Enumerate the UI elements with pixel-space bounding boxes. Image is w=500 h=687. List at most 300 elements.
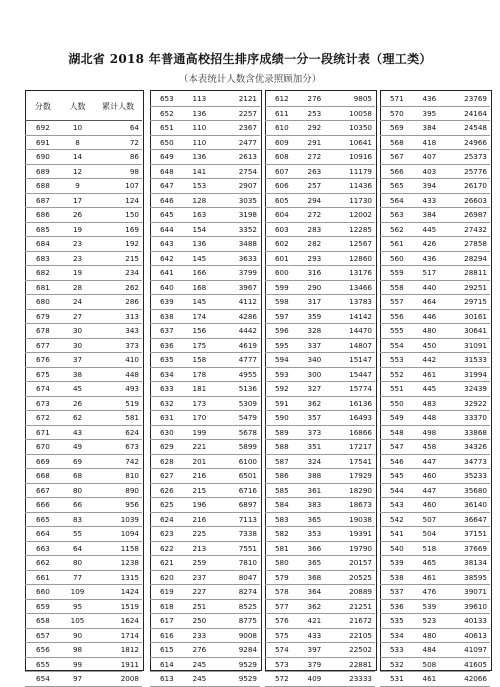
cumulative-cell: 262 [94, 280, 142, 295]
score-cell: 607 [265, 164, 299, 179]
cumulative-cell: 286 [94, 295, 142, 310]
count-cell: 504 [414, 527, 445, 542]
cumulative-cell: 9008 [215, 628, 260, 643]
score-cell: 561 [380, 237, 414, 252]
cumulative-cell: 15147 [330, 353, 375, 368]
cumulative-cell: 810 [94, 469, 142, 484]
count-cell: 201 [184, 454, 215, 469]
cumulative-cell: 3633 [215, 251, 260, 266]
table-row [380, 527, 490, 542]
count-cell: 28 [61, 280, 94, 295]
count-cell: 110 [184, 121, 215, 136]
count-cell: 446 [414, 309, 445, 324]
score-cell: 644 [150, 222, 184, 237]
cumulative-cell: 1039 [94, 512, 142, 527]
table-row [25, 237, 142, 252]
score-table-block-1 [25, 92, 142, 687]
score-cell: 554 [380, 338, 414, 353]
score-cell: 588 [265, 440, 299, 455]
score-cell: 562 [380, 222, 414, 237]
table-row [380, 628, 490, 643]
table-row [150, 512, 260, 527]
score-cell: 610 [265, 121, 299, 136]
table-row [25, 179, 142, 194]
cumulative-cell: 5479 [215, 411, 260, 426]
table-row [265, 92, 375, 106]
score-cell: 641 [150, 266, 184, 281]
score-table-block-2 [150, 92, 260, 687]
cumulative-cell: 14470 [330, 324, 375, 339]
score-cell: 682 [25, 266, 61, 281]
table-row [265, 237, 375, 252]
score-cell: 652 [150, 106, 184, 121]
table-row [150, 396, 260, 411]
table-row [25, 657, 142, 672]
count-cell: 436 [414, 92, 445, 106]
score-cell: 546 [380, 454, 414, 469]
count-cell: 166 [184, 266, 215, 281]
count-cell: 365 [299, 556, 330, 571]
cumulative-cell: 27858 [445, 237, 490, 252]
count-cell: 340 [299, 353, 330, 368]
table-row [25, 570, 142, 585]
score-cell: 611 [265, 106, 299, 121]
score-cell: 599 [265, 280, 299, 295]
cumulative-cell: 33370 [445, 411, 490, 426]
cumulative-cell: 13176 [330, 266, 375, 281]
table-row [150, 179, 260, 194]
cumulative-cell: 38595 [445, 570, 490, 585]
count-cell: 272 [299, 150, 330, 165]
count-cell: 37 [61, 353, 94, 368]
cumulative-cell: 15774 [330, 382, 375, 397]
table-row [150, 570, 260, 585]
score-cell: 651 [150, 121, 184, 136]
cumulative-cell: 1812 [94, 643, 142, 658]
score-cell: 602 [265, 237, 299, 252]
table-row [150, 266, 260, 281]
table-row [150, 628, 260, 643]
cumulative-cell: 35233 [445, 469, 490, 484]
cumulative-cell: 3352 [215, 222, 260, 237]
score-cell: 635 [150, 353, 184, 368]
count-cell: 257 [299, 179, 330, 194]
score-cell: 573 [265, 657, 299, 672]
score-cell: 569 [380, 121, 414, 136]
cumulative-cell: 4286 [215, 309, 260, 324]
cumulative-cell: 39071 [445, 585, 490, 600]
count-cell: 23 [61, 237, 94, 252]
score-cell: 594 [265, 353, 299, 368]
score-cell: 556 [380, 309, 414, 324]
count-cell: 421 [299, 614, 330, 629]
count-cell: 213 [184, 541, 215, 556]
cumulative-cell: 9529 [215, 657, 260, 672]
table-row [380, 150, 490, 165]
cumulative-cell: 98 [94, 164, 142, 179]
count-cell: 153 [184, 179, 215, 194]
count-cell: 250 [184, 614, 215, 629]
count-cell: 17 [61, 193, 94, 208]
count-cell: 110 [184, 135, 215, 150]
cumulative-cell: 4777 [215, 353, 260, 368]
cumulative-cell: 6897 [215, 498, 260, 513]
count-cell: 283 [299, 222, 330, 237]
table-row [25, 498, 142, 513]
cumulative-cell: 14807 [330, 338, 375, 353]
count-cell: 168 [184, 280, 215, 295]
cumulative-cell: 9805 [330, 92, 375, 106]
table-row [25, 672, 142, 687]
count-cell: 27 [61, 309, 94, 324]
count-cell: 476 [414, 585, 445, 600]
score-cell: 592 [265, 382, 299, 397]
count-cell: 80 [61, 556, 94, 571]
cumulative-cell: 8274 [215, 585, 260, 600]
table-row [380, 599, 490, 614]
score-cell: 560 [380, 251, 414, 266]
cumulative-cell: 1238 [94, 556, 142, 571]
cumulative-cell: 24164 [445, 106, 490, 121]
table-row [265, 643, 375, 658]
count-cell: 362 [299, 396, 330, 411]
cumulative-cell: 24548 [445, 121, 490, 136]
table-row [380, 295, 490, 310]
count-cell: 221 [184, 440, 215, 455]
cumulative-cell: 742 [94, 454, 142, 469]
score-cell: 654 [25, 672, 61, 687]
table-row [150, 469, 260, 484]
table-row [25, 338, 142, 353]
score-cell: 650 [150, 135, 184, 150]
count-cell: 98 [61, 643, 94, 658]
table-row [380, 324, 490, 339]
count-cell: 170 [184, 411, 215, 426]
count-cell: 426 [414, 237, 445, 252]
table-row [265, 222, 375, 237]
score-cell: 565 [380, 179, 414, 194]
count-cell: 409 [299, 672, 330, 687]
cumulative-cell: 10058 [330, 106, 375, 121]
cumulative-cell: 29715 [445, 295, 490, 310]
cumulative-cell: 6501 [215, 469, 260, 484]
table-row [380, 643, 490, 658]
table-row [265, 570, 375, 585]
score-cell: 557 [380, 295, 414, 310]
score-cell: 630 [150, 425, 184, 440]
cumulative-cell: 2121 [215, 92, 260, 106]
count-cell: 433 [414, 193, 445, 208]
score-cell: 593 [265, 367, 299, 382]
cumulative-cell: 23769 [445, 92, 490, 106]
count-cell: 368 [299, 570, 330, 585]
count-cell: 407 [414, 150, 445, 165]
score-cell: 545 [380, 469, 414, 484]
cumulative-cell: 2907 [215, 179, 260, 194]
cumulative-cell: 313 [94, 309, 142, 324]
score-cell: 598 [265, 295, 299, 310]
score-cell: 660 [25, 585, 61, 600]
count-cell: 38 [61, 367, 94, 382]
count-cell: 461 [414, 367, 445, 382]
cumulative-cell: 2754 [215, 164, 260, 179]
cumulative-cell: 8525 [215, 599, 260, 614]
cumulative-cell: 11179 [330, 164, 375, 179]
count-cell: 43 [61, 425, 94, 440]
cumulative-cell: 8047 [215, 570, 260, 585]
cumulative-cell: 7338 [215, 527, 260, 542]
table-row [265, 338, 375, 353]
count-cell: 450 [414, 338, 445, 353]
count-cell: 83 [61, 512, 94, 527]
count-cell: 253 [299, 106, 330, 121]
table-row [380, 280, 490, 295]
cumulative-cell: 373 [94, 338, 142, 353]
table-row [25, 266, 142, 281]
table-row [265, 498, 375, 513]
cumulative-cell: 26170 [445, 179, 490, 194]
page-subtitle: （本表统计人数含优录照顾加分） [178, 74, 322, 85]
count-cell: 233 [184, 628, 215, 643]
score-cell: 571 [380, 92, 414, 106]
count-cell: 384 [414, 208, 445, 223]
table-row [25, 411, 142, 426]
score-cell: 614 [150, 657, 184, 672]
cumulative-cell: 20525 [330, 570, 375, 585]
count-cell: 403 [414, 164, 445, 179]
table-row [380, 309, 490, 324]
cumulative-cell: 25373 [445, 150, 490, 165]
count-cell: 418 [414, 135, 445, 150]
count-cell: 359 [299, 309, 330, 324]
table-row [150, 295, 260, 310]
table-row [380, 454, 490, 469]
cumulative-cell: 16866 [330, 425, 375, 440]
table-row [380, 338, 490, 353]
count-cell: 480 [414, 628, 445, 643]
table-row [265, 367, 375, 382]
cumulative-cell: 7810 [215, 556, 260, 571]
table-row [25, 251, 142, 266]
score-cell: 589 [265, 425, 299, 440]
cumulative-cell: 86 [94, 150, 142, 165]
score-cell: 590 [265, 411, 299, 426]
count-cell: 461 [414, 570, 445, 585]
table-row [380, 106, 490, 121]
cumulative-cell: 10350 [330, 121, 375, 136]
count-cell: 518 [414, 541, 445, 556]
count-cell: 362 [299, 599, 330, 614]
score-cell: 547 [380, 440, 414, 455]
table-row [265, 585, 375, 600]
score-cell: 544 [380, 483, 414, 498]
count-cell: 145 [184, 251, 215, 266]
count-cell: 19 [61, 266, 94, 281]
table-row [380, 469, 490, 484]
cumulative-cell: 16493 [330, 411, 375, 426]
score-cell: 626 [150, 483, 184, 498]
count-cell: 245 [184, 657, 215, 672]
score-cell: 653 [150, 92, 184, 106]
count-cell: 199 [184, 425, 215, 440]
count-cell: 136 [184, 237, 215, 252]
cumulative-cell: 5678 [215, 425, 260, 440]
table-row [380, 353, 490, 368]
count-cell: 292 [299, 121, 330, 136]
table-row [265, 164, 375, 179]
count-cell: 316 [299, 266, 330, 281]
count-cell: 373 [299, 425, 330, 440]
count-cell: 351 [299, 440, 330, 455]
count-cell: 276 [184, 643, 215, 658]
count-cell: 498 [414, 425, 445, 440]
count-cell: 276 [299, 92, 330, 106]
score-cell: 608 [265, 150, 299, 165]
count-cell: 447 [414, 483, 445, 498]
count-cell: 395 [414, 106, 445, 121]
cumulative-cell: 38134 [445, 556, 490, 571]
count-cell: 26 [61, 208, 94, 223]
table-row [150, 440, 260, 455]
count-cell: 136 [184, 106, 215, 121]
score-cell: 678 [25, 324, 61, 339]
score-cell: 667 [25, 483, 61, 498]
score-cell: 621 [150, 556, 184, 571]
table-row [380, 92, 490, 106]
score-cell: 637 [150, 324, 184, 339]
table-row [150, 614, 260, 629]
table-row [150, 657, 260, 672]
cumulative-cell: 2613 [215, 150, 260, 165]
table-row [380, 411, 490, 426]
cumulative-cell: 1158 [94, 541, 142, 556]
score-cell: 558 [380, 280, 414, 295]
table-row [265, 150, 375, 165]
score-cell: 661 [25, 570, 61, 585]
score-cell: 564 [380, 193, 414, 208]
cumulative-cell: 34773 [445, 454, 490, 469]
table-row [25, 309, 142, 324]
count-cell: 97 [61, 672, 94, 687]
table-row [150, 164, 260, 179]
table-row [265, 106, 375, 121]
score-cell: 658 [25, 614, 61, 629]
score-cell: 646 [150, 193, 184, 208]
table-row [150, 222, 260, 237]
cumulative-cell: 890 [94, 483, 142, 498]
cumulative-cell: 1424 [94, 585, 142, 600]
score-cell: 563 [380, 208, 414, 223]
score-cell: 551 [380, 382, 414, 397]
count-cell: 154 [184, 222, 215, 237]
cumulative-cell: 37151 [445, 527, 490, 542]
score-cell: 559 [380, 266, 414, 281]
count-cell: 45 [61, 382, 94, 397]
count-cell: 484 [414, 643, 445, 658]
score-cell: 689 [25, 164, 61, 179]
score-cell: 538 [380, 570, 414, 585]
table-row [25, 585, 142, 600]
score-cell: 555 [380, 324, 414, 339]
table-row [150, 338, 260, 353]
table-row [150, 425, 260, 440]
count-cell: 12 [61, 164, 94, 179]
cumulative-cell: 3198 [215, 208, 260, 223]
cumulative-cell: 17217 [330, 440, 375, 455]
cumulative-cell: 673 [94, 440, 142, 455]
table-row [380, 570, 490, 585]
count-cell: 357 [299, 411, 330, 426]
cumulative-cell: 42066 [445, 672, 490, 687]
table-row [265, 135, 375, 150]
cumulative-cell: 150 [94, 208, 142, 223]
score-cell: 576 [265, 614, 299, 629]
table-row [265, 657, 375, 672]
count-cell: 10 [61, 121, 94, 136]
count-cell: 517 [414, 266, 445, 281]
count-cell: 181 [184, 382, 215, 397]
table-row [380, 382, 490, 397]
count-cell: 384 [414, 121, 445, 136]
table-row [150, 353, 260, 368]
score-cell: 665 [25, 512, 61, 527]
count-cell: 55 [61, 527, 94, 542]
cumulative-cell: 72 [94, 135, 142, 150]
cumulative-cell: 23333 [330, 672, 375, 687]
count-cell: 216 [184, 469, 215, 484]
cumulative-cell: 10641 [330, 135, 375, 150]
cumulative-cell: 12567 [330, 237, 375, 252]
table-row [150, 135, 260, 150]
score-cell: 536 [380, 599, 414, 614]
score-cell: 655 [25, 657, 61, 672]
score-cell: 603 [265, 222, 299, 237]
table-row [25, 208, 142, 223]
table-row [25, 382, 142, 397]
table-row [380, 425, 490, 440]
count-cell: 483 [414, 396, 445, 411]
cumulative-cell: 11436 [330, 179, 375, 194]
cumulative-cell: 39610 [445, 599, 490, 614]
cumulative-cell: 13466 [330, 280, 375, 295]
score-cell: 548 [380, 425, 414, 440]
score-cell: 587 [265, 454, 299, 469]
score-cell: 680 [25, 295, 61, 310]
score-cell: 581 [265, 541, 299, 556]
table-row [380, 164, 490, 179]
table-row [380, 512, 490, 527]
score-cell: 542 [380, 512, 414, 527]
count-cell: 293 [299, 251, 330, 266]
table-row [380, 585, 490, 600]
cumulative-cell: 19391 [330, 527, 375, 542]
count-cell: 507 [414, 512, 445, 527]
score-table-block-3 [265, 92, 375, 687]
table-row [150, 411, 260, 426]
cumulative-cell: 1094 [94, 527, 142, 542]
score-cell: 674 [25, 382, 61, 397]
score-cell: 537 [380, 585, 414, 600]
cumulative-cell: 410 [94, 353, 142, 368]
score-cell: 574 [265, 643, 299, 658]
count-cell: 383 [299, 498, 330, 513]
score-cell: 582 [265, 527, 299, 542]
score-cell: 612 [265, 92, 299, 106]
cumulative-cell: 6100 [215, 454, 260, 469]
cumulative-cell: 8775 [215, 614, 260, 629]
table-row [380, 237, 490, 252]
table-row [25, 425, 142, 440]
